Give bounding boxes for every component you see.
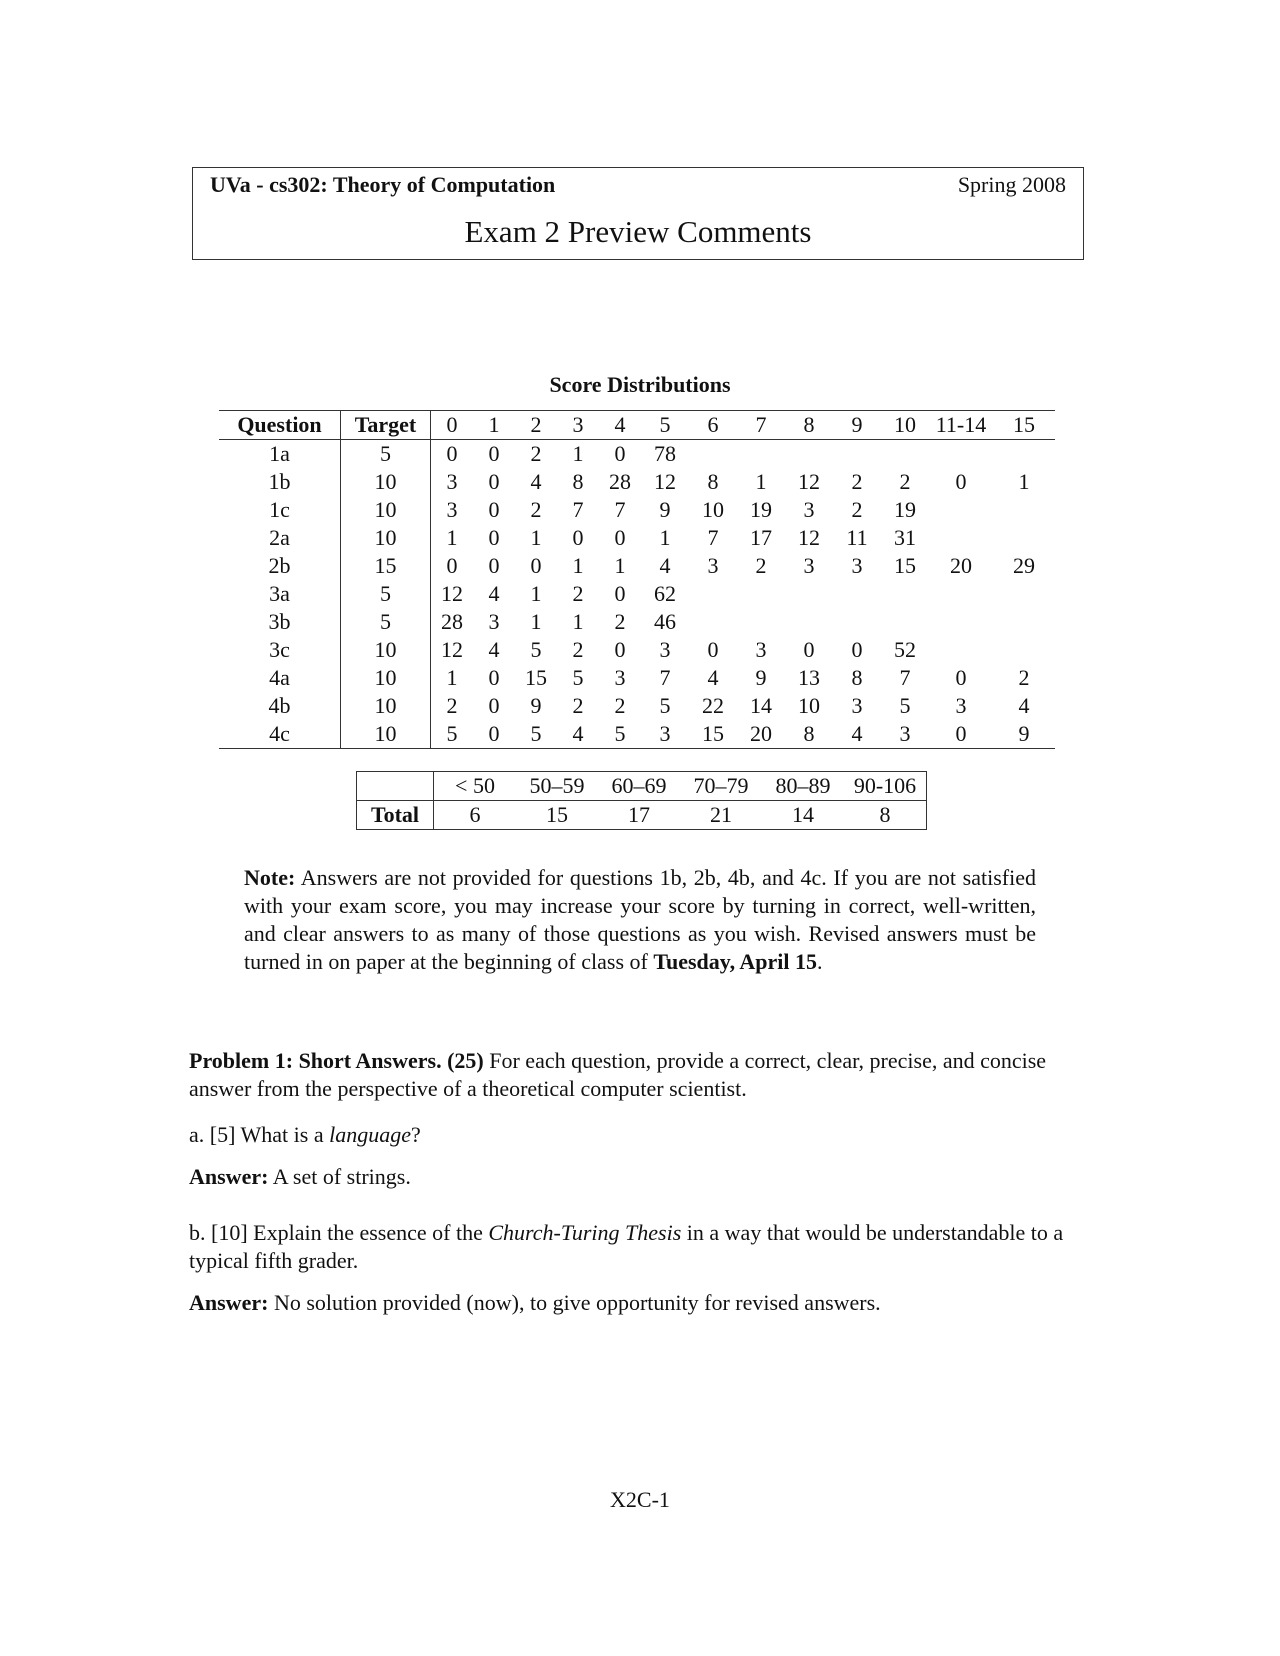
score-count-cell: 1: [530, 609, 542, 634]
score-count-cell: 17: [750, 525, 772, 550]
score-count-cell: 3: [803, 497, 815, 522]
score-count-cell: [881, 608, 929, 636]
problem-1-points: (25): [447, 1048, 484, 1073]
score-count-cell: 0: [707, 637, 719, 662]
score-count-cell: 7: [572, 497, 584, 522]
note-end: .: [816, 949, 823, 974]
question-a-prefix: a. [5] What is a: [189, 1122, 330, 1147]
score-count-cell: [833, 608, 881, 636]
score-count-cell: 1: [530, 525, 542, 550]
table-row: [219, 608, 1055, 636]
problem-1-text: For each question, provide a correct, clear, precise, and concise answer from the perspective of a theoretical computer scientist.: [189, 1048, 1047, 1101]
score-count-cell: [929, 580, 993, 608]
score-count-cell: 15: [894, 553, 916, 578]
score-count-cell: 7: [707, 525, 719, 550]
score-count-cell: [785, 580, 833, 608]
score-count-cell: 0: [955, 469, 967, 494]
totals-counts-row: [357, 801, 927, 830]
score-count-cell: 3: [488, 609, 500, 634]
score-count-cell: 2: [614, 693, 626, 718]
score-count-cell: [689, 608, 737, 636]
score-count-cell: 5: [659, 693, 671, 718]
score-count-cell: 5: [572, 665, 584, 690]
course-title: UVa - cs302: Theory of Computation: [210, 172, 556, 197]
score-count-cell: 9: [993, 720, 1055, 749]
score-count-cell: 0: [614, 525, 626, 550]
score-count-cell: 5: [515, 720, 557, 749]
score-count-cell: 19: [894, 497, 916, 522]
score-count-cell: 3: [707, 553, 719, 578]
totals-count: 6: [469, 802, 481, 827]
score-count-cell: 31: [894, 525, 916, 550]
table-row: [219, 524, 1055, 552]
score-count-cell: 3: [881, 720, 929, 749]
score-count-cell: 9: [530, 693, 542, 718]
totals-bins-row: [357, 772, 927, 801]
col-score: 3: [557, 411, 599, 440]
score-count-cell: 7: [614, 497, 626, 522]
score-count-cell: 1: [659, 525, 671, 550]
score-count-cell: 0: [851, 637, 863, 662]
table-row: [219, 440, 1055, 469]
score-count-cell: 11: [846, 525, 868, 550]
score-count-cell: 1: [572, 609, 584, 634]
score-count-cell: [737, 608, 785, 636]
score-count-cell: 12: [654, 469, 676, 494]
score-count-cell: 0: [488, 441, 500, 466]
score-count-cell: 78: [654, 441, 676, 466]
score-count-cell: 0: [488, 497, 500, 522]
table-row: [219, 496, 1055, 524]
answer-a-label: Answer:: [189, 1164, 269, 1189]
page-title: Exam 2 Preview Comments: [464, 214, 812, 249]
col-score: 8: [785, 411, 833, 440]
note-label: Note:: [244, 865, 296, 890]
score-count-cell: [993, 496, 1055, 524]
score-count-cell: 3: [641, 720, 689, 749]
score-count-cell: 12: [798, 525, 820, 550]
question-cell: 3b: [219, 608, 341, 636]
score-count-cell: [881, 440, 929, 469]
totals-bin: < 50: [434, 772, 517, 801]
score-count-cell: 15: [689, 720, 737, 749]
table-row: [219, 720, 1055, 749]
score-count-cell: 0: [803, 637, 815, 662]
score-count-cell: 0: [488, 469, 500, 494]
score-count-cell: [929, 636, 993, 664]
target-cell: 10: [341, 524, 431, 552]
score-count-cell: 20: [950, 553, 972, 578]
score-count-cell: [929, 524, 993, 552]
score-count-cell: 8: [572, 469, 584, 494]
totals-count: 14: [792, 802, 814, 827]
answer-a-text: A set of strings.: [268, 1164, 411, 1189]
score-count-cell: 3: [659, 637, 671, 662]
page-number: X2C-1: [610, 1487, 670, 1512]
term-label: Spring 2008: [957, 172, 1066, 197]
table-row: [219, 468, 1055, 496]
score-count-cell: 2: [530, 497, 542, 522]
score-count-cell: 3: [851, 693, 863, 718]
totals-table: [356, 771, 927, 830]
score-count-cell: 0: [572, 525, 584, 550]
score-count-cell: [881, 580, 929, 608]
score-count-cell: 2: [446, 693, 458, 718]
score-count-cell: 29: [1013, 553, 1035, 578]
score-count-cell: 22: [702, 693, 724, 718]
score-count-cell: [833, 440, 881, 469]
score-count-cell: 1: [446, 525, 458, 550]
score-count-cell: 2: [530, 441, 542, 466]
score-count-cell: 20: [737, 720, 785, 749]
score-count-cell: 0: [929, 720, 993, 749]
score-count-cell: 4: [1018, 693, 1030, 718]
col-score: 10: [881, 411, 929, 440]
score-count-cell: [993, 608, 1055, 636]
score-count-cell: 0: [488, 693, 500, 718]
question-cell: 3a: [219, 580, 341, 608]
score-count-cell: 28: [609, 469, 631, 494]
score-count-cell: 0: [473, 720, 515, 749]
question-b-prefix: b. [10] Explain the essence of the: [189, 1220, 489, 1245]
col-score: 1: [473, 411, 515, 440]
score-count-cell: 9: [659, 497, 671, 522]
score-count-cell: 1: [572, 441, 584, 466]
score-count-cell: 4: [488, 581, 500, 606]
score-count-cell: [737, 440, 785, 469]
question-cell: 4b: [219, 692, 341, 720]
score-count-cell: 7: [659, 665, 671, 690]
score-count-cell: 0: [614, 441, 626, 466]
score-count-cell: 2: [614, 609, 626, 634]
note-paragraph: [244, 864, 1036, 976]
score-count-cell: [993, 440, 1055, 469]
question-cell: 1c: [219, 496, 341, 524]
question-b-term: Church-Turing Thesis: [488, 1220, 682, 1245]
score-count-cell: 52: [894, 637, 916, 662]
question-cell: 1b: [219, 468, 341, 496]
score-count-cell: [737, 580, 785, 608]
col-score: 9: [833, 411, 881, 440]
score-count-cell: [993, 524, 1055, 552]
score-count-cell: 5: [899, 693, 911, 718]
score-count-cell: 3: [446, 497, 458, 522]
score-count-cell: 8: [707, 469, 719, 494]
score-count-cell: 0: [955, 665, 967, 690]
question-cell: 1a: [219, 440, 341, 469]
score-count-cell: 5: [599, 720, 641, 749]
totals-count: 15: [546, 802, 568, 827]
totals-count: 17: [628, 802, 650, 827]
score-count-cell: 3: [446, 469, 458, 494]
score-count-cell: 7: [899, 665, 911, 690]
totals-bin: 90-106: [844, 772, 927, 801]
score-count-cell: 1: [1018, 469, 1030, 494]
totals-corner: [357, 772, 434, 801]
target-cell: 10: [341, 496, 431, 524]
score-count-cell: [785, 608, 833, 636]
table-caption: Score Distributions: [549, 372, 731, 397]
score-count-cell: 0: [488, 553, 500, 578]
col-target: Target: [341, 411, 431, 440]
score-count-cell: 0: [530, 553, 542, 578]
score-count-cell: 3: [755, 637, 767, 662]
score-count-cell: 12: [441, 581, 463, 606]
question-a-term: language: [329, 1122, 411, 1147]
score-count-cell: [993, 636, 1055, 664]
score-count-cell: 2: [572, 581, 584, 606]
score-count-cell: 4: [557, 720, 599, 749]
score-count-cell: 12: [441, 637, 463, 662]
score-count-cell: 62: [654, 581, 676, 606]
question-cell: 4c: [219, 720, 341, 749]
score-count-cell: 1: [530, 581, 542, 606]
question-cell: 4a: [219, 664, 341, 692]
score-count-cell: 0: [488, 525, 500, 550]
score-count-cell: 0: [614, 581, 626, 606]
score-count-cell: 2: [755, 553, 767, 578]
col-score: 2: [515, 411, 557, 440]
score-count-cell: 2: [572, 693, 584, 718]
score-count-cell: 19: [750, 497, 772, 522]
question-a: [189, 1121, 1093, 1149]
target-cell: 10: [341, 692, 431, 720]
totals-count: 8: [879, 802, 891, 827]
target-cell: 10: [341, 720, 431, 749]
score-count-cell: 15: [525, 665, 547, 690]
target-cell: 5: [341, 608, 431, 636]
target-cell: 5: [341, 440, 431, 469]
table-header-row: [219, 411, 1055, 440]
target-cell: 15: [341, 552, 431, 580]
score-count-cell: 3: [955, 693, 967, 718]
score-count-cell: 0: [614, 637, 626, 662]
score-distribution-table: [219, 410, 1055, 749]
score-count-cell: 3: [851, 553, 863, 578]
score-count-cell: 3: [614, 665, 626, 690]
score-count-cell: 4: [833, 720, 881, 749]
score-count-cell: 9: [755, 665, 767, 690]
score-count-cell: 2: [851, 469, 863, 494]
score-count-cell: 8: [785, 720, 833, 749]
score-count-cell: 4: [488, 637, 500, 662]
table-row: [219, 552, 1055, 580]
score-count-cell: 10: [798, 693, 820, 718]
score-count-cell: 1: [572, 553, 584, 578]
score-count-cell: [689, 580, 737, 608]
target-cell: 10: [341, 664, 431, 692]
answer-a: [189, 1163, 1093, 1191]
header-box: [192, 167, 1084, 260]
score-count-cell: [929, 608, 993, 636]
question-a-suffix: ?: [411, 1122, 421, 1147]
question-b-suffix: in a way that would be understandable to a typical fifth grader.: [189, 1220, 1064, 1273]
target-cell: 10: [341, 636, 431, 664]
note-text: Answers are not provided for questions 1b, 2b, 4b, and 4c. If you are not satisfied with your exam score, you may increase your score by turning in correct, well-written, and clear answers to as many of those questions as you wish. Revised answers must be turned in on paper at the beginning of class of: [244, 865, 1036, 974]
score-count-cell: 46: [654, 609, 676, 634]
table-row: [219, 580, 1055, 608]
score-count-cell: 4: [707, 665, 719, 690]
col-score: 4: [599, 411, 641, 440]
problem-1-heading: Problem 1: Short Answers.: [189, 1048, 442, 1073]
score-count-cell: 5: [431, 720, 474, 749]
score-count-cell: 1: [446, 665, 458, 690]
table-row: [219, 664, 1055, 692]
question-cell: 2a: [219, 524, 341, 552]
col-score: 0: [431, 411, 474, 440]
score-count-cell: 13: [798, 665, 820, 690]
question-cell: 3c: [219, 636, 341, 664]
totals-bin: 70–79: [680, 772, 762, 801]
answer-b-text: No solution provided (now), to give opportunity for revised answers.: [268, 1290, 881, 1315]
score-count-cell: [833, 580, 881, 608]
target-cell: 10: [341, 468, 431, 496]
col-score: 11-14: [929, 411, 993, 440]
table-row: [219, 692, 1055, 720]
col-score: 5: [641, 411, 689, 440]
col-score: 6: [689, 411, 737, 440]
score-count-cell: 5: [530, 637, 542, 662]
score-count-cell: [689, 440, 737, 469]
score-count-cell: [929, 440, 993, 469]
score-count-cell: 2: [572, 637, 584, 662]
table-row: [219, 636, 1055, 664]
score-count-cell: 2: [851, 497, 863, 522]
score-count-cell: 2: [1018, 665, 1030, 690]
totals-bin: 60–69: [598, 772, 680, 801]
score-count-cell: 4: [659, 553, 671, 578]
totals-count: 21: [710, 802, 732, 827]
answer-b: [189, 1289, 1093, 1317]
note-date: Tuesday, April 15: [653, 949, 817, 974]
score-count-cell: [929, 496, 993, 524]
score-count-cell: 4: [530, 469, 542, 494]
score-count-cell: 0: [446, 441, 458, 466]
score-count-cell: 28: [441, 609, 463, 634]
question-cell: 2b: [219, 552, 341, 580]
score-count-cell: 0: [488, 665, 500, 690]
totals-bin: 80–89: [762, 772, 844, 801]
question-b: [189, 1219, 1093, 1275]
answer-b-label: Answer:: [189, 1290, 269, 1315]
score-count-cell: 0: [446, 553, 458, 578]
score-count-cell: 2: [899, 469, 911, 494]
problem-1-paragraph: [189, 1047, 1093, 1103]
score-count-cell: [785, 440, 833, 469]
score-count-cell: 10: [702, 497, 724, 522]
score-count-cell: [993, 580, 1055, 608]
col-score: 7: [737, 411, 785, 440]
col-score: 15: [993, 411, 1055, 440]
col-question: Question: [219, 411, 341, 440]
score-count-cell: 14: [750, 693, 772, 718]
target-cell: 5: [341, 580, 431, 608]
totals-bin: 50–59: [516, 772, 598, 801]
score-count-cell: 8: [851, 665, 863, 690]
score-count-cell: 1: [755, 469, 767, 494]
table-body: [219, 440, 1055, 749]
score-count-cell: 3: [803, 553, 815, 578]
score-count-cell: 1: [614, 553, 626, 578]
totals-label: Total: [357, 801, 434, 830]
score-count-cell: 12: [798, 469, 820, 494]
